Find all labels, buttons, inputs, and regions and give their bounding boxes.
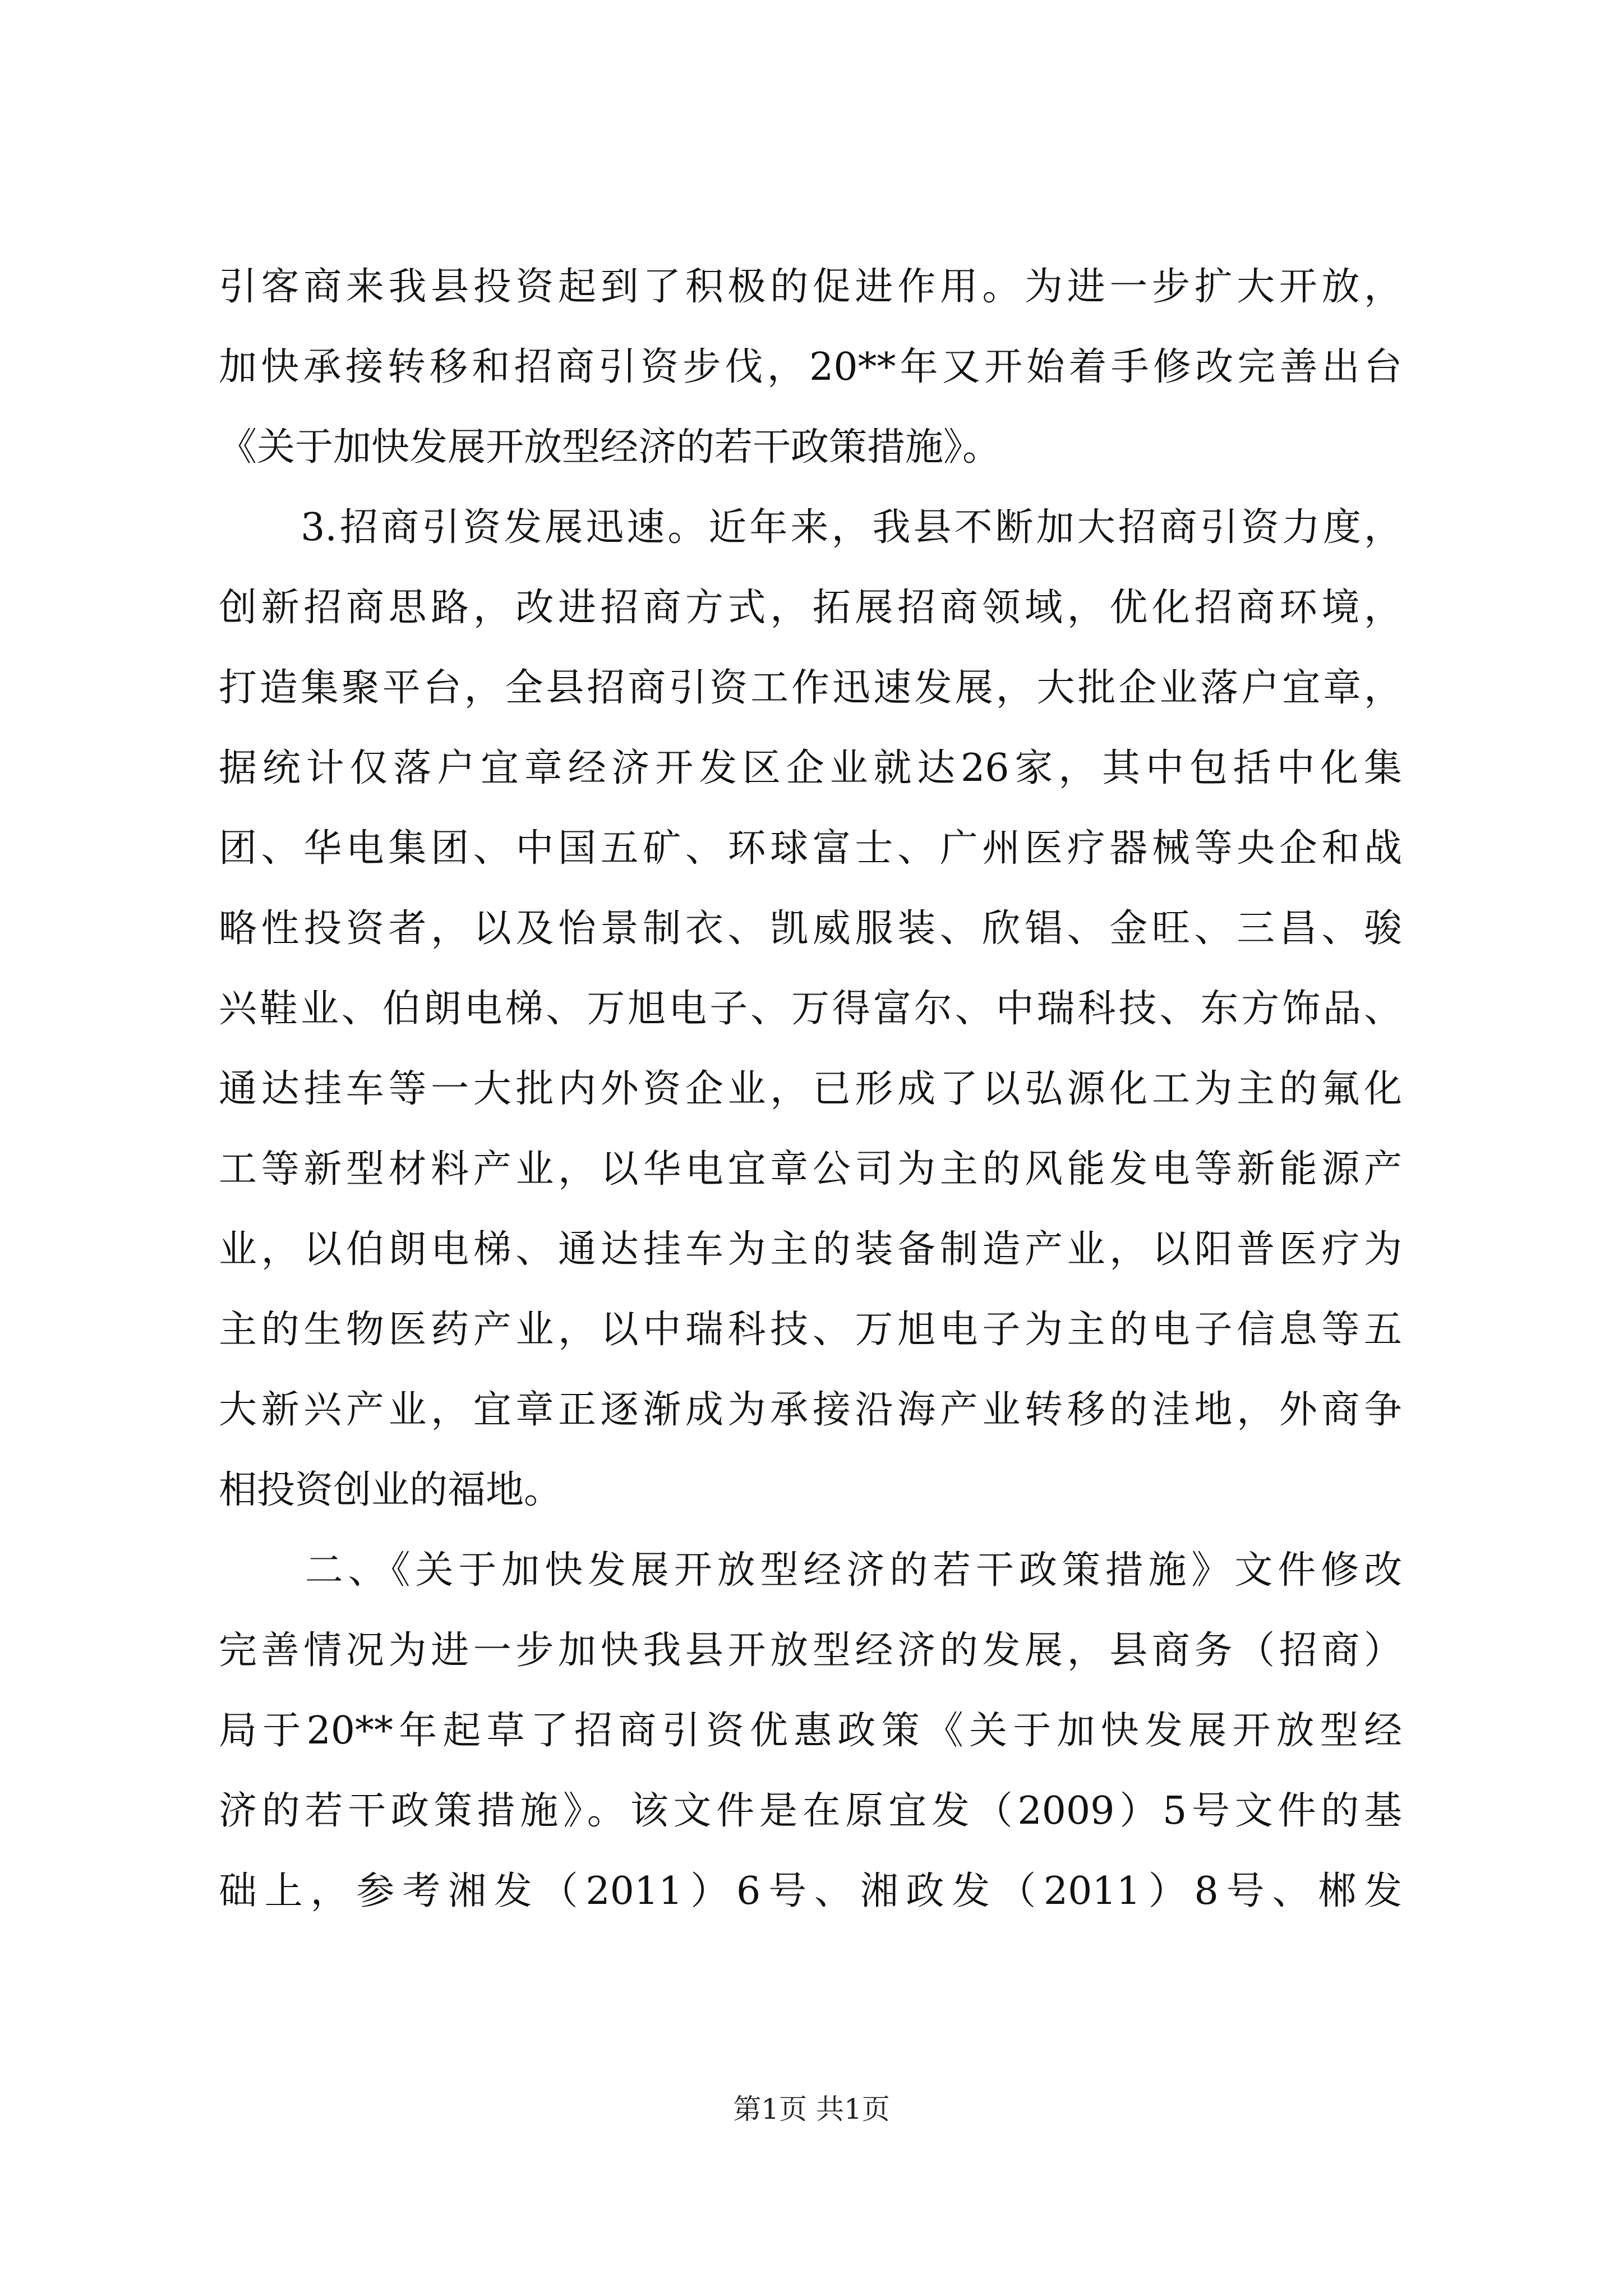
text-line: 打造集聚平台，全县招商引资工作迅速发展，大批企业落户宜章，: [219, 666, 1402, 710]
text-line: 兴鞋业、伯朗电梯、万旭电子、万得富尔、中瑞科技、东方饰品、: [219, 987, 1402, 1031]
text-line: 《关于加快发展开放型经济的若干政策措施》。: [219, 425, 1001, 470]
text-line: 略性投资者，以及怡景制衣、凯威服装、欣锠、金旺、三昌、骏: [219, 907, 1402, 951]
text-line: 3.招商引资发展迅速。近年来，我县不断加大招商引资力度，: [219, 505, 1402, 550]
text-line: 完善情况为进一步加快我县开放型经济的发展，县商务（招商）: [219, 1628, 1402, 1673]
text-line: 相投资创业的福地。: [219, 1468, 562, 1512]
text-line: 局于20**年起草了招商引资优惠政策《关于加快发展开放型经: [219, 1709, 1402, 1753]
text-line: 济的若干政策措施》。该文件是在原宜发（2009）5号文件的基: [219, 1789, 1402, 1833]
text-line: 创新招商思路，改进招商方式，拓展招商领域，优化招商环境，: [219, 586, 1402, 630]
text-line: 引客商来我县投资起到了积极的促进作用。为进一步扩大开放，: [219, 265, 1402, 309]
text-line: 加快承接转移和招商引资步伐，20**年又开始着手修改完善出台: [219, 345, 1402, 389]
text-line: 主的生物医药产业，以中瑞科技、万旭电子为主的电子信息等五: [219, 1308, 1402, 1352]
text-line: 工等新型材料产业，以华电宜章公司为主的风能发电等新能源产: [219, 1147, 1402, 1191]
text-line: 业，以伯朗电梯、通达挂车为主的装备制造产业，以阳普医疗为: [219, 1227, 1402, 1272]
text-line: 二、《关于加快发展开放型经济的若干政策措施》文件修改: [219, 1548, 1402, 1593]
text-line: 据统计仅落户宜章经济开发区企业就达26家，其中包括中化集: [219, 746, 1402, 790]
text-line: 础上，参考湘发（2011）6号、湘政发（2011）8号、郴发: [219, 1869, 1402, 1913]
text-line: 通达挂车等一大批内外资企业，已形成了以弘源化工为主的氟化: [219, 1067, 1402, 1111]
text-line: 团、华电集团、中国五矿、环球富士、广州医疗器械等央企和战: [219, 826, 1402, 871]
page-number-footer: 第1页 共1页: [733, 2093, 890, 2125]
document-body: [219, 247, 1402, 1931]
text-line: 大新兴产业，宜章正逐渐成为承接沿海产业转移的洼地，外商争: [219, 1388, 1402, 1432]
